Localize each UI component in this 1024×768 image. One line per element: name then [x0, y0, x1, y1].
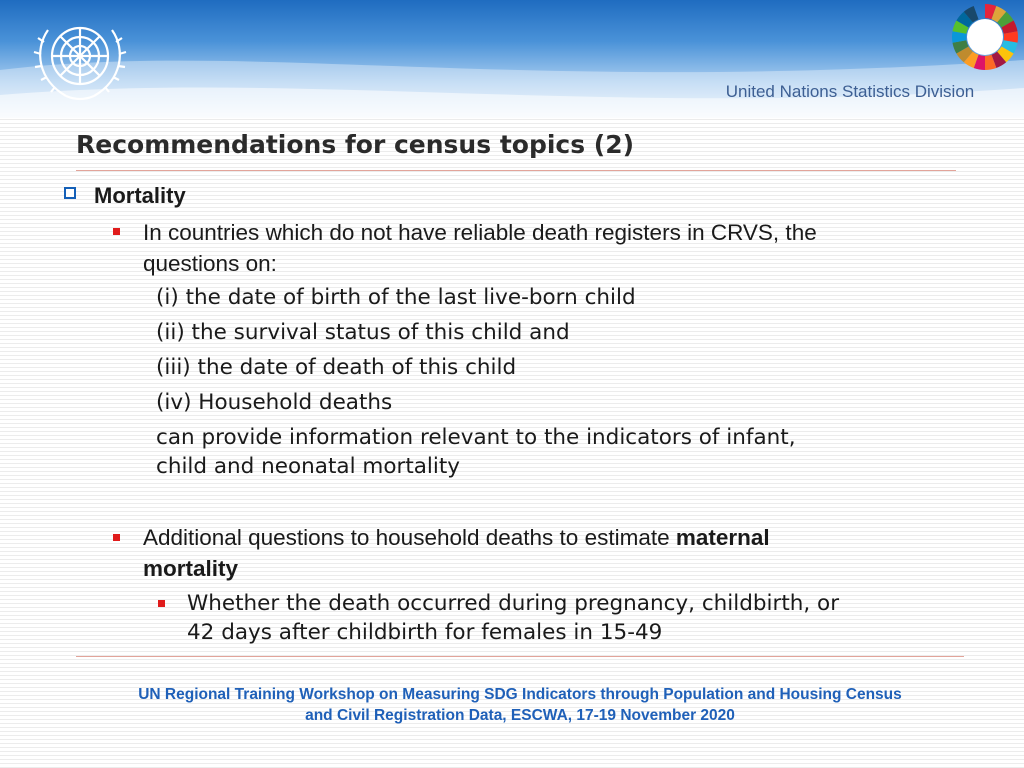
question-item: (ii) the survival status of this child and	[156, 320, 570, 345]
emphasis: maternal	[675, 525, 770, 550]
slide-title: Recommendations for census topics (2)	[76, 130, 635, 159]
title-divider	[76, 170, 956, 171]
bullet-text	[143, 522, 770, 584]
emphasis: mortality	[143, 556, 239, 581]
footer-divider	[76, 656, 964, 657]
checkbox-bullet-icon	[64, 187, 76, 199]
un-emblem-logo	[26, 10, 134, 108]
sub-bullet-line: 42 days after childbirth for females in 15-49	[187, 620, 663, 645]
bullet-line: Additional questions to household deaths to estimate	[143, 525, 676, 550]
sdg-wheel-logo	[950, 2, 1020, 72]
footer-line: UN Regional Training Workshop on Measuring SDG Indicators through Population and Housing Census	[138, 686, 902, 703]
question-item: (i) the date of birth of the last live-born child	[156, 285, 636, 310]
sub-bullet-line: Whether the death occurred during pregnancy, childbirth, or	[187, 591, 840, 616]
bullet-line: questions on:	[143, 251, 277, 276]
question-item: (iv) Household deaths	[156, 390, 393, 415]
conclusion-line: child and neonatal mortality	[156, 454, 461, 479]
bullet-square-icon	[113, 534, 120, 541]
bullet-text	[143, 217, 817, 279]
header-banner	[0, 0, 1024, 118]
question-item: (iii) the date of death of this child	[156, 355, 517, 380]
section-heading: Mortality	[94, 183, 186, 208]
footer-text	[60, 684, 980, 726]
organization-name: United Nations Statistics Division	[725, 82, 975, 101]
footer-line: and Civil Registration Data, ESCWA, 17-19 November 2020	[305, 707, 735, 724]
bullet-square-icon	[113, 228, 120, 235]
bullet-line: In countries which do not have reliable death registers in CRVS, the	[143, 220, 817, 245]
conclusion-line: can provide information relevant to the indicators of infant,	[156, 425, 796, 450]
sub-bullet-square-icon	[158, 600, 165, 607]
